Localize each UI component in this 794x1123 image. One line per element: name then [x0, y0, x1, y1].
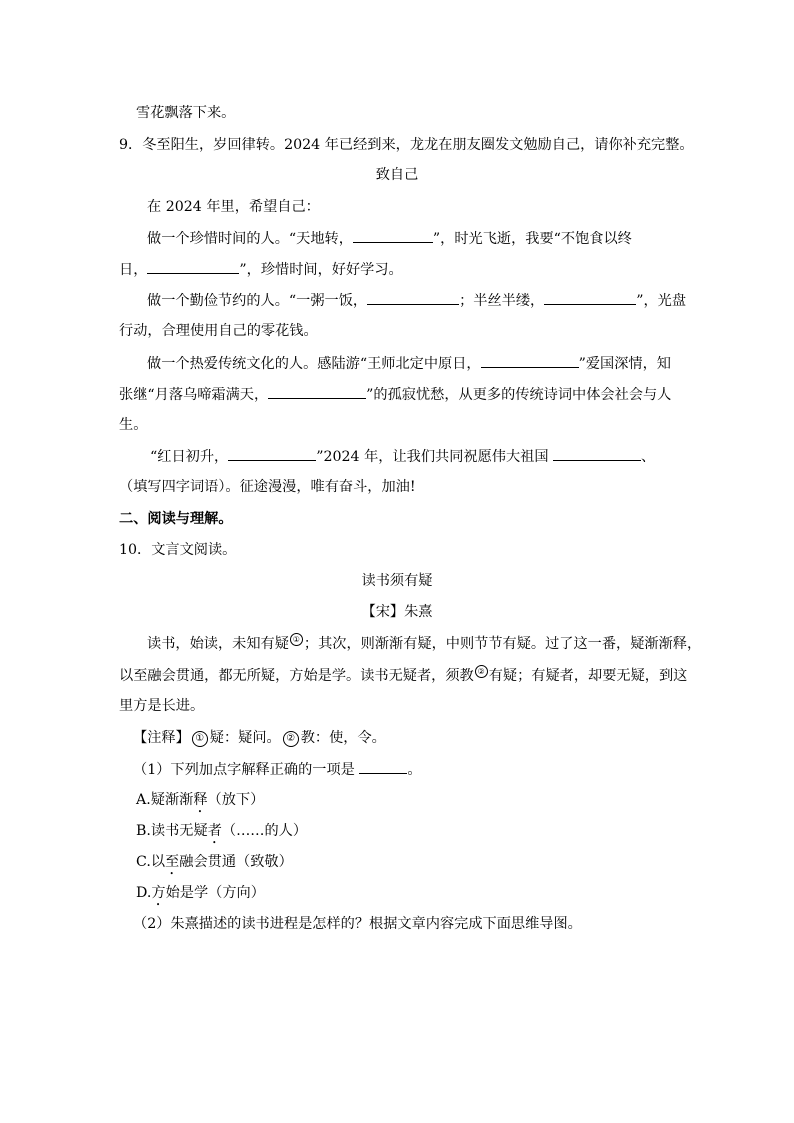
passage-line	[147, 633, 701, 654]
text-span: （……的人）	[221, 823, 308, 839]
text-span: 有疑；有疑者，却要无疑，到这	[488, 668, 688, 684]
footnote-marker: ②	[475, 665, 488, 678]
text-span: （1）下列加点字解释正确的一项是	[133, 762, 355, 778]
passage-line	[119, 665, 687, 686]
text-line: 在 2024 年里，希望自己：	[147, 199, 320, 215]
text-span: C.以	[136, 854, 166, 870]
text-span: 读书，始读，未知有疑	[147, 636, 289, 652]
option-d[interactable]	[136, 883, 265, 909]
answer-blank[interactable]	[367, 290, 459, 305]
footnote-marker: ①	[290, 633, 303, 646]
text-span: B.读书无疑	[136, 823, 208, 839]
option-c[interactable]	[136, 852, 293, 878]
text-span: 做一个珍惜时间的人。“天地转，	[147, 231, 353, 247]
text-span: ；半丝半缕，	[459, 293, 545, 309]
notes-line	[133, 728, 386, 748]
sub-question-1: （1）下列加点字解释正确的一项是 。	[133, 759, 422, 780]
answer-blank[interactable]	[544, 290, 636, 305]
text-span: 做一个热爱传统文化的人。感陆游“王师北定中原日，	[147, 356, 481, 372]
poem-title: 致自己	[375, 167, 419, 183]
option-b[interactable]	[136, 821, 307, 847]
answer-blank[interactable]	[353, 228, 433, 243]
text-span: 、	[641, 449, 656, 465]
text-span: ”，珍惜时间，好好学习。	[239, 262, 403, 278]
question-10-stem: 10．文言文阅读。	[119, 542, 237, 558]
passage-line: 里方是长进。	[119, 698, 205, 714]
answer-blank[interactable]	[359, 759, 407, 774]
section-heading: 二、阅读与理解。	[119, 511, 233, 527]
note-marker: ①	[192, 731, 208, 747]
text-span: 疑：疑问。	[209, 730, 281, 746]
question-9-stem: 9．冬至阳生，岁回律转。2024 年已经到来，龙龙在朋友圈发文勉励自己，请你补充完整。	[119, 137, 694, 153]
option-a[interactable]	[136, 790, 264, 816]
text-line	[119, 384, 671, 405]
text-span: ”爱国深情，知	[578, 356, 671, 372]
dotted-char: 释	[193, 792, 208, 808]
text-span: “红日初升，	[150, 449, 229, 465]
dotted-char: 者	[207, 823, 222, 839]
answer-blank[interactable]	[147, 259, 239, 274]
passage-title: 读书须有疑	[361, 573, 433, 589]
text-line: （填写四字词语）。征途漫漫，唯有奋斗，加油!	[119, 479, 416, 495]
text-line	[147, 290, 686, 311]
answer-blank[interactable]	[228, 446, 316, 461]
text-span: 教：使，令。	[300, 730, 386, 746]
note-marker: ②	[283, 731, 299, 747]
text-span: ”2024 年，让我们共同祝愿伟大祖国	[316, 449, 549, 465]
dotted-char: 至	[165, 854, 180, 870]
text-line	[119, 259, 403, 280]
text-span: （放下）	[207, 792, 265, 808]
text-span: ”，时光飞逝，我要“不饱食以终	[432, 231, 632, 247]
text-span: 做一个勤俭节约的人。“一粥一饭，	[147, 293, 368, 309]
text-span: 【注释】	[133, 730, 190, 746]
sub-question-2: （2）朱熹描述的读书进程是怎样的？根据文章内容完成下面思维导图。	[133, 916, 582, 932]
answer-blank[interactable]	[553, 446, 641, 461]
text-span: A.疑渐渐	[136, 792, 194, 808]
text-span: 始是学（方向）	[165, 885, 265, 901]
text-span: 日，	[119, 262, 148, 278]
passage-author: 【宋】朱熹	[361, 604, 433, 620]
text-span: ”，光盘	[636, 293, 687, 309]
text-span: ”的孤寂忧愁，从更多的传统诗词中体会社会与人	[366, 387, 672, 403]
text-span: 融会贯通（致敬）	[179, 854, 293, 870]
answer-blank[interactable]	[268, 384, 366, 399]
text-span: 以至融会贯通，都无所疑，方始是学。读书无疑者，须教	[119, 668, 474, 684]
text-line: 雪花飘落下来。	[136, 105, 236, 121]
answer-blank[interactable]	[481, 353, 579, 368]
text-line	[147, 228, 632, 249]
text-line: 行动，合理使用自己的零花钱。	[119, 323, 318, 339]
text-span: 张继“月落乌啼霜满天，	[119, 387, 269, 403]
text-line	[147, 353, 671, 374]
text-span: ；其次，则渐渐有疑，中则节节有疑。过了这一番，疑渐渐释，	[303, 636, 702, 652]
text-span: D.	[136, 885, 152, 901]
text-line: 生。	[119, 417, 148, 433]
text-line	[150, 446, 655, 467]
dotted-char: 方	[151, 885, 166, 901]
